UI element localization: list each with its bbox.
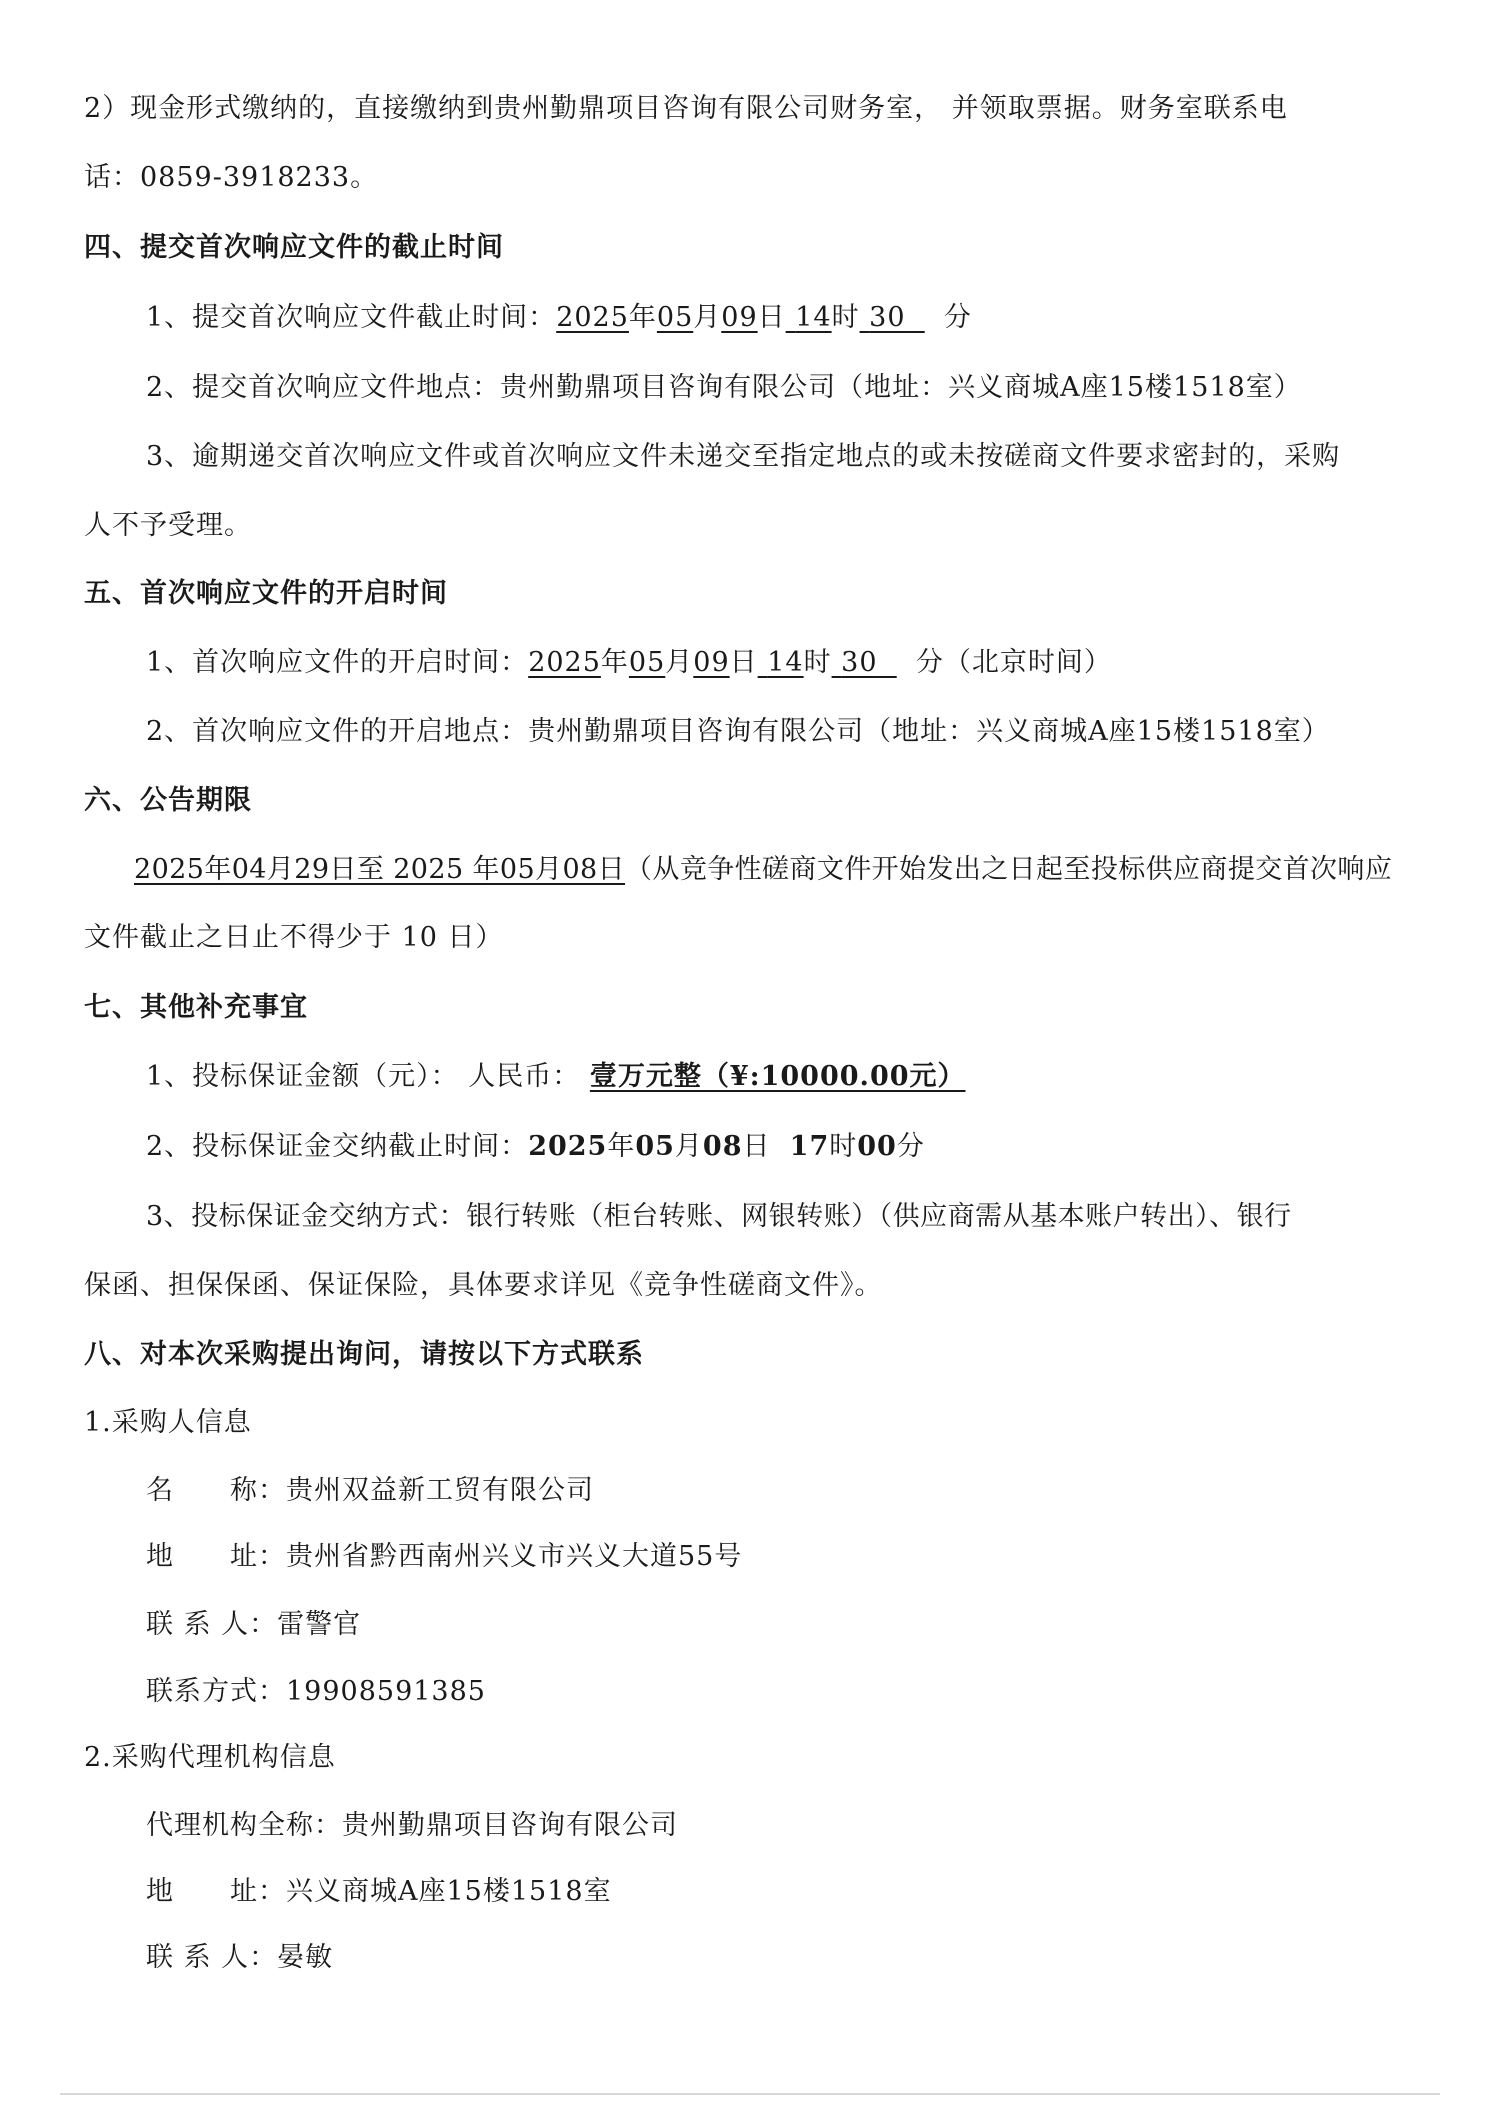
purchaser-info-title: 1.采购人信息 (84, 1407, 252, 1438)
deadline-year: 2025 (556, 302, 629, 333)
purchaser-phone-line: 联系方式：19908591385 (146, 1676, 486, 1707)
agency-contact-line: 联 系 人：晏敏 (146, 1942, 334, 1973)
agency-name-line: 代理机构全称：贵州勤鼎项目咨询有限公司 (146, 1810, 678, 1841)
opening-hour: 14 (767, 647, 804, 678)
deposit-amount: 壹万元整（¥:10000.00元） (589, 1061, 966, 1092)
deadline-location-line: 2、提交首次响应文件地点：贵州勤鼎项目咨询有限公司（地址：兴义商城A座15楼1518室） (146, 372, 1302, 403)
opening-year: 2025 (528, 647, 601, 678)
deposit-amount-line: 1、投标保证金额（元）： 人民币： 壹万元整（¥:10000.00元） (146, 1061, 966, 1092)
deadline-hour: 14 (795, 302, 832, 333)
purchaser-contact-line: 联 系 人：雷警官 (146, 1609, 362, 1640)
section-7-heading: 七、其他补充事宜 (84, 992, 308, 1023)
late-submission-line-2: 人不予受理。 (84, 510, 252, 541)
opening-minute: 30 (841, 647, 878, 678)
agency-address-line: 地 址：兴义商城A座15楼1518室 (146, 1876, 612, 1907)
deadline-time-line: 1、提交首次响应文件截止时间：2025年05月09日 14时 30 分 (146, 302, 972, 333)
announcement-period: 2025年04月29日至 2025 年05月08日 (134, 854, 626, 885)
section-6-heading: 六、公告期限 (84, 785, 252, 816)
deadline-minute: 30 (869, 302, 906, 333)
deadline-month: 05 (656, 302, 694, 333)
deadline-day: 09 (721, 302, 758, 333)
announcement-period-line: 2025年04月29日至 2025 年05月08日（从竞争性磋商文件开始发出之日起至投标供应商提交首次响应 (134, 854, 1393, 885)
agency-info-title: 2.采购代理机构信息 (84, 1742, 336, 1773)
announcement-note-line: 文件截止之日止不得少于 10 日） (84, 922, 504, 953)
deposit-method-line-2: 保函、担保保函、保证保险，具体要求详见《竞争性磋商文件》。 (84, 1270, 883, 1301)
section-5-heading: 五、首次响应文件的开启时间 (84, 578, 448, 609)
section-8-heading: 八、对本次采购提出询问，请按以下方式联系 (84, 1339, 644, 1370)
opening-location-line: 2、首次响应文件的开启地点：贵州勤鼎项目咨询有限公司（地址：兴义商城A座15楼1518室） (146, 716, 1330, 747)
deposit-deadline-line: 2、投标保证金交纳截止时间：2025年05月08日 17时00分 (146, 1131, 925, 1162)
late-submission-line-1: 3、逾期递交首次响应文件或首次响应文件未递交至指定地点的或未按磋商文件要求密封的，采购 (146, 441, 1341, 472)
section-4-heading: 四、提交首次响应文件的截止时间 (84, 232, 504, 263)
purchaser-address-line: 地 址：贵州省黔西南州兴义市兴义大道55号 (146, 1541, 743, 1572)
payment-cash-line: 2）现金形式缴纳的，直接缴纳到贵州勤鼎项目咨询有限公司财务室， 并领取票据。财务室联系电 (84, 93, 1288, 124)
purchaser-name-line: 名 称：贵州双益新工贸有限公司 (146, 1475, 594, 1506)
page-bottom-rule (60, 2093, 1440, 2095)
opening-month: 05 (628, 647, 666, 678)
opening-day: 09 (693, 647, 730, 678)
deposit-method-line-1: 3、投标保证金交纳方式：银行转账（柜台转账、网银转账）（供应商需从基本账户转出）、银行 (146, 1201, 1292, 1232)
payment-phone-line: 话：0859-3918233。 (84, 162, 379, 193)
opening-time-line: 1、首次响应文件的开启时间：2025年05月09日 14时 30 分（北京时间） (146, 647, 1112, 678)
